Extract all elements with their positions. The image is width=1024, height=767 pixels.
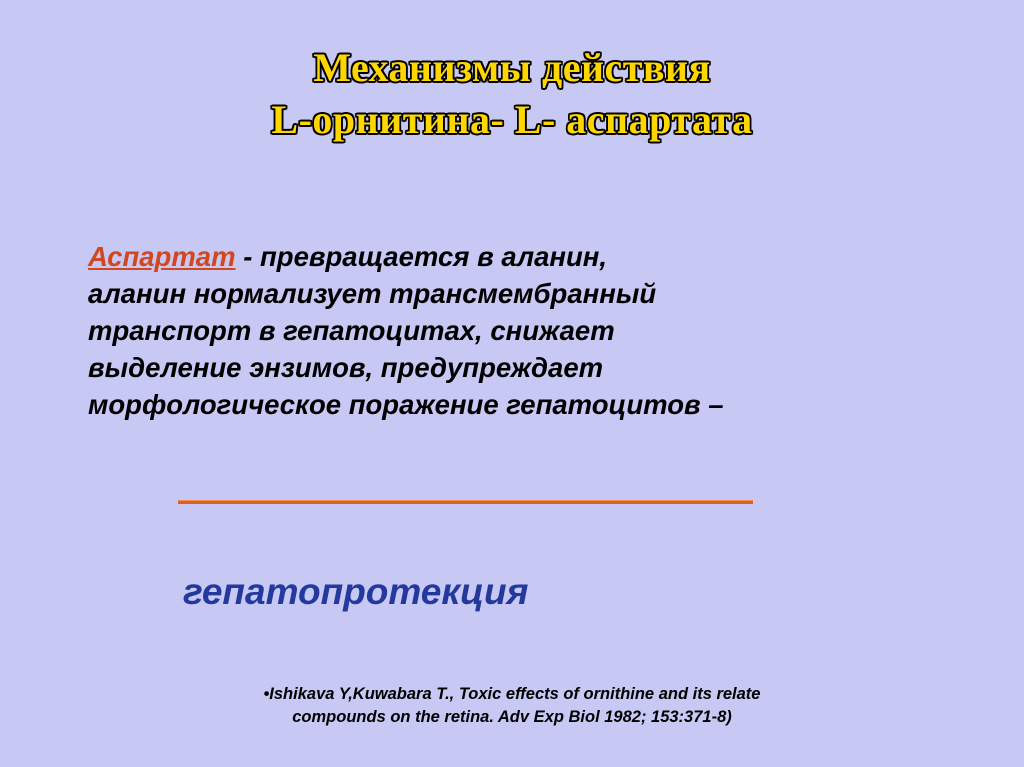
horizontal-divider: [178, 500, 753, 504]
body-line-5: морфологическое поражение гепатоцитов –: [88, 389, 724, 420]
slide-title: [0, 42, 1024, 146]
title-line-1: Механизмы действия: [313, 45, 711, 90]
title-line-2: L-орнитина- L- аспартата: [271, 97, 753, 142]
body-line-4: выделение энзимов, предупреждает: [88, 352, 604, 383]
reference-citation: [0, 683, 1024, 729]
aspartat-highlight: Аспартат: [88, 241, 236, 272]
slide-body: [88, 238, 958, 423]
body-line-2: аланин нормализует трансмембранный: [88, 278, 657, 309]
body-line-1-rest: - превращается в аланин,: [235, 241, 608, 272]
reference-line-2: compounds on the retina. Adv Exp Biol 1982; 153:371-8): [292, 708, 732, 726]
body-line-1: [88, 238, 958, 275]
reference-line-1: •Ishikava Y,Kuwabara T., Toxic effects of ornithine and its relate: [263, 685, 761, 703]
body-line-3: транспорт в гепатоцитах, снижает: [88, 315, 615, 346]
conclusion-text: гепатопротекция: [183, 571, 529, 612]
